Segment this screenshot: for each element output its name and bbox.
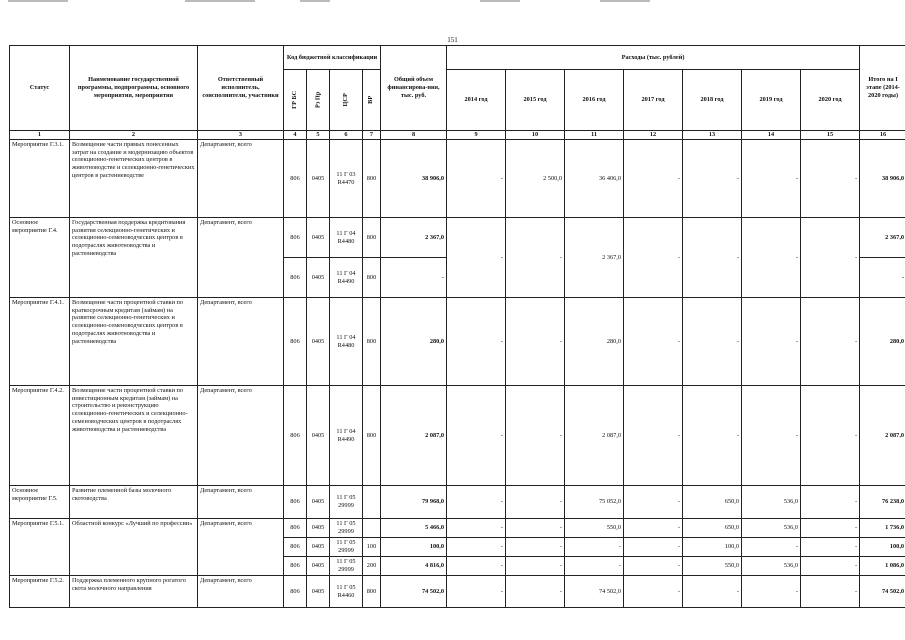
scan-edge-mark xyxy=(8,0,68,2)
row-responsible: Департамент, всего xyxy=(198,298,284,386)
table-row xyxy=(10,140,905,218)
header-rzpr: Рз Пр xyxy=(307,70,330,131)
cell-year: - xyxy=(506,557,565,576)
scan-edge-mark xyxy=(185,0,255,2)
cell-itogo: 100,0 xyxy=(860,538,905,557)
cell-year: - xyxy=(624,557,683,576)
table-row xyxy=(10,386,905,486)
page-number: 151 xyxy=(447,36,458,44)
cell-grbs: 806 xyxy=(284,218,307,258)
cell-year: - xyxy=(447,557,506,576)
col-number: 12 xyxy=(624,131,683,140)
cell-rzpr: 0405 xyxy=(307,538,330,557)
cell-year: - xyxy=(742,576,801,608)
cell-year: - xyxy=(742,140,801,218)
cell-year: 2 367,0 xyxy=(565,218,624,298)
cell-year: - xyxy=(565,538,624,557)
cell-year: - xyxy=(506,576,565,608)
cell-itogo: 2 367,0 xyxy=(860,218,905,258)
cell-csr: 11 Г 04 R4480 xyxy=(330,298,363,386)
header-year: 2018 год xyxy=(683,70,742,131)
cell-year: - xyxy=(447,140,506,218)
table-header xyxy=(10,46,905,140)
row-responsible: Департамент, всего xyxy=(198,140,284,218)
col-number: 2 xyxy=(70,131,198,140)
cell-vr: 800 xyxy=(363,140,381,218)
cell-year: - xyxy=(742,218,801,298)
header-vr: ВР xyxy=(363,70,381,131)
cell-year: - xyxy=(565,557,624,576)
cell-itogo: 76 238,0 xyxy=(860,486,905,519)
cell-year: 2 087,0 xyxy=(565,386,624,486)
header-budget-code: Код бюджетной классификации xyxy=(284,46,381,70)
col-number: 8 xyxy=(381,131,447,140)
cell-year: - xyxy=(801,519,860,538)
header-status: Статус xyxy=(10,46,70,131)
cell-grbs: 806 xyxy=(284,258,307,298)
cell-csr: 11 Г 04 R4490 xyxy=(330,258,363,298)
cell-year: - xyxy=(624,538,683,557)
row-name: Областной конкурс «Лучший по профессии» xyxy=(70,519,198,576)
col-number: 7 xyxy=(363,131,381,140)
cell-year: - xyxy=(624,519,683,538)
cell-rzpr: 0405 xyxy=(307,557,330,576)
scan-edge-mark xyxy=(300,0,330,2)
header-name: Наименование государственной программы, подпрограммы, основного мероприятия, мероприятия xyxy=(70,46,198,131)
cell-rzpr: 0405 xyxy=(307,386,330,486)
cell-rzpr: 0405 xyxy=(307,576,330,608)
col-number: 14 xyxy=(742,131,801,140)
cell-total: 2 087,0 xyxy=(381,386,447,486)
cell-year: - xyxy=(506,538,565,557)
cell-rzpr: 0405 xyxy=(307,519,330,538)
cell-grbs: 806 xyxy=(284,576,307,608)
cell-grbs: 806 xyxy=(284,386,307,486)
col-number: 15 xyxy=(801,131,860,140)
scan-edge-mark xyxy=(600,0,650,2)
cell-year: - xyxy=(447,519,506,538)
col-number: 16 xyxy=(860,131,905,140)
cell-vr: 800 xyxy=(363,258,381,298)
cell-vr: 100 xyxy=(363,538,381,557)
cell-year: - xyxy=(801,576,860,608)
cell-total: 38 906,0 xyxy=(381,140,447,218)
cell-grbs: 806 xyxy=(284,557,307,576)
cell-total: 79 968,0 xyxy=(381,486,447,519)
cell-year: - xyxy=(683,386,742,486)
cell-itogo: 74 502,0 xyxy=(860,576,905,608)
cell-itogo: 1 086,0 xyxy=(860,557,905,576)
cell-grbs: 806 xyxy=(284,538,307,557)
cell-csr: 11 Г 05 29999 xyxy=(330,557,363,576)
cell-year: 650,0 xyxy=(683,519,742,538)
cell-itogo: 280,0 xyxy=(860,298,905,386)
scan-edge-mark xyxy=(480,0,520,2)
cell-year: - xyxy=(683,140,742,218)
cell-year: - xyxy=(447,386,506,486)
col-number: 9 xyxy=(447,131,506,140)
cell-year: - xyxy=(506,298,565,386)
cell-year: 75 052,0 xyxy=(565,486,624,519)
cell-year: 280,0 xyxy=(565,298,624,386)
cell-csr: 11 Г 05 29999 xyxy=(330,538,363,557)
row-status: Мероприятие Г.5.1. xyxy=(10,519,70,576)
cell-year: - xyxy=(801,386,860,486)
cell-total: 100,0 xyxy=(381,538,447,557)
cell-year: 650,0 xyxy=(683,486,742,519)
cell-year: - xyxy=(447,298,506,386)
row-status: Мероприятие Г.5.2. xyxy=(10,576,70,608)
col-number: 6 xyxy=(330,131,363,140)
cell-year: - xyxy=(683,576,742,608)
cell-rzpr: 0405 xyxy=(307,218,330,258)
cell-year: - xyxy=(506,486,565,519)
header-year: 2016 год xyxy=(565,70,624,131)
cell-vr: 800 xyxy=(363,298,381,386)
row-name: Развитие племенной базы молочного скотоводства xyxy=(70,486,198,519)
table-row xyxy=(10,519,905,538)
row-responsible: Департамент, всего xyxy=(198,486,284,519)
table-row xyxy=(10,298,905,386)
cell-itogo: 1 736,0 xyxy=(860,519,905,538)
cell-csr: 11 Г 05 29999 xyxy=(330,519,363,538)
cell-year: - xyxy=(624,576,683,608)
row-responsible: Департамент, всего xyxy=(198,386,284,486)
cell-csr: 11 Г 05 R4460 xyxy=(330,576,363,608)
table-row xyxy=(10,218,905,258)
cell-vr: 800 xyxy=(363,386,381,486)
cell-year: - xyxy=(742,386,801,486)
cell-year: - xyxy=(683,218,742,298)
cell-year: - xyxy=(506,218,565,298)
header-year: 2017 год xyxy=(624,70,683,131)
cell-csr: 11 Г 04 R4480 xyxy=(330,218,363,258)
row-name: Возмещение части прямых понесенных затрат на создание и модернизацию объектов селекционно-генетических центров в животноводстве и селекционно-генетических центров в растениеводстве xyxy=(70,140,198,218)
cell-year: - xyxy=(801,486,860,519)
row-name: Возмещение части процентной ставки по краткосрочным кредитам (займам) на развитие селекционно-генетических и селекционно-семеноводческих центров в подотраслях животноводства и растениеводства xyxy=(70,298,198,386)
cell-csr: 11 Г 05 29999 xyxy=(330,486,363,519)
cell-rzpr: 0405 xyxy=(307,298,330,386)
cell-year: 536,0 xyxy=(742,519,801,538)
cell-grbs: 806 xyxy=(284,140,307,218)
header-year: 2019 год xyxy=(742,70,801,131)
cell-year: 74 502,0 xyxy=(565,576,624,608)
column-number-row xyxy=(10,131,905,140)
cell-total: - xyxy=(381,258,447,298)
header-csr: ЦСР xyxy=(330,70,363,131)
col-number: 11 xyxy=(565,131,624,140)
col-number: 5 xyxy=(307,131,330,140)
cell-itogo: 38 906,0 xyxy=(860,140,905,218)
header-year: 2020 год xyxy=(801,70,860,131)
cell-year: 550,0 xyxy=(683,557,742,576)
header-grbs: ГР БС xyxy=(284,70,307,131)
cell-year: - xyxy=(447,576,506,608)
cell-year: - xyxy=(447,486,506,519)
row-name: Возмещение части процентной ставки по инвестиционным кредитам (займам) на строительство и реконструкцию селекционно-генетических и селекционно-семеноводческих центров в подотраслях животноводства и растениеводства xyxy=(70,386,198,486)
row-status: Основное мероприятие Г.4. xyxy=(10,218,70,298)
col-number: 13 xyxy=(683,131,742,140)
cell-year: - xyxy=(801,140,860,218)
cell-year: - xyxy=(624,140,683,218)
cell-rzpr: 0405 xyxy=(307,486,330,519)
row-status: Основное мероприятие Г.5. xyxy=(10,486,70,519)
col-number: 3 xyxy=(198,131,284,140)
cell-grbs: 806 xyxy=(284,298,307,386)
cell-total: 74 502,0 xyxy=(381,576,447,608)
cell-csr: 11 Г 04 R4490 xyxy=(330,386,363,486)
header-total-volume: Общий объем финансирова-ния, тыс. руб. xyxy=(381,46,447,131)
table-row xyxy=(10,576,905,608)
cell-vr: 800 xyxy=(363,576,381,608)
cell-grbs: 806 xyxy=(284,486,307,519)
cell-year: - xyxy=(624,218,683,298)
cell-year: - xyxy=(624,298,683,386)
cell-year: 536,0 xyxy=(742,557,801,576)
cell-vr xyxy=(363,519,381,538)
header-itogo: Итого на I этапе (2014-2020 годы) xyxy=(860,46,905,131)
cell-year: 2 500,0 xyxy=(506,140,565,218)
col-number: 10 xyxy=(506,131,565,140)
cell-rzpr: 0405 xyxy=(307,258,330,298)
cell-year: - xyxy=(506,386,565,486)
row-responsible: Департамент, всего xyxy=(198,576,284,608)
cell-year: - xyxy=(742,298,801,386)
cell-itogo: - xyxy=(860,258,905,298)
cell-vr xyxy=(363,486,381,519)
cell-year: - xyxy=(801,218,860,298)
cell-year: - xyxy=(683,298,742,386)
cell-grbs: 806 xyxy=(284,519,307,538)
cell-year: - xyxy=(447,218,506,298)
table-body xyxy=(10,140,905,608)
cell-year: - xyxy=(506,519,565,538)
cell-year: 550,0 xyxy=(565,519,624,538)
cell-year: - xyxy=(742,538,801,557)
row-status: Мероприятие Г.4.1. xyxy=(10,298,70,386)
cell-vr: 800 xyxy=(363,218,381,258)
header-expenses: Расходы (тыс. рублей) xyxy=(447,46,860,70)
cell-total: 4 816,0 xyxy=(381,557,447,576)
table-row xyxy=(10,486,905,519)
row-status: Мероприятие Г.4.2. xyxy=(10,386,70,486)
budget-table xyxy=(9,45,905,608)
cell-year: - xyxy=(447,538,506,557)
cell-year: 36 406,0 xyxy=(565,140,624,218)
col-number: 1 xyxy=(10,131,70,140)
cell-csr: 11 Г 03 R4470 xyxy=(330,140,363,218)
row-responsible: Департамент, всего xyxy=(198,218,284,298)
cell-itogo: 2 087,0 xyxy=(860,386,905,486)
cell-year: - xyxy=(624,386,683,486)
cell-vr: 200 xyxy=(363,557,381,576)
header-responsible: Ответственный исполнитель, соисполнители, участники xyxy=(198,46,284,131)
cell-year: 536,0 xyxy=(742,486,801,519)
cell-total: 2 367,0 xyxy=(381,218,447,258)
cell-total: 5 466,0 xyxy=(381,519,447,538)
cell-year: - xyxy=(801,298,860,386)
cell-year: - xyxy=(624,486,683,519)
cell-year: 100,0 xyxy=(683,538,742,557)
col-number: 4 xyxy=(284,131,307,140)
row-status: Мероприятие Г.3.1. xyxy=(10,140,70,218)
row-responsible: Департамент, всего xyxy=(198,519,284,576)
cell-total: 280,0 xyxy=(381,298,447,386)
header-year: 2015 год xyxy=(506,70,565,131)
header-year: 2014 год xyxy=(447,70,506,131)
row-name: Поддержка племенного крупного рогатого скота молочного направления xyxy=(70,576,198,608)
cell-rzpr: 0405 xyxy=(307,140,330,218)
cell-year: - xyxy=(801,538,860,557)
row-name: Государственная поддержка кредитования развития селекционно-генетических и селекционно-семеноводческих центров в подотраслях животноводства и растениеводства xyxy=(70,218,198,298)
cell-year: - xyxy=(801,557,860,576)
